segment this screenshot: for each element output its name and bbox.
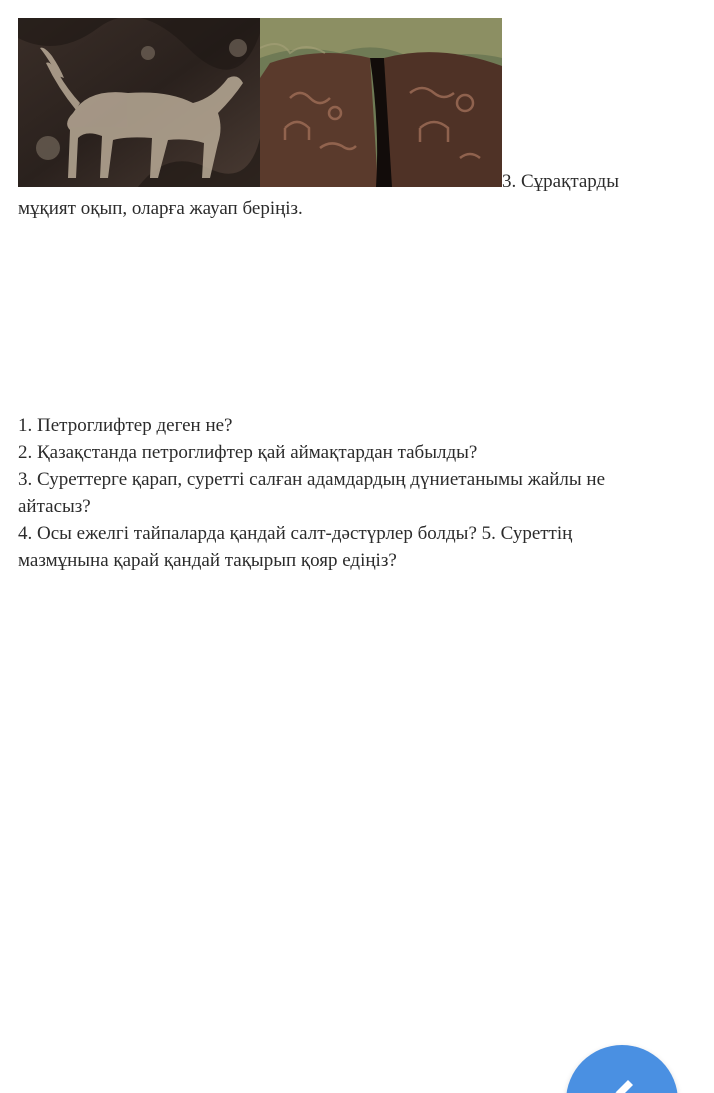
question-item: 2. Қазақстанда петроглифтер қай аймақтардан табылды? — [18, 442, 478, 463]
petroglyph-rock-image[interactable] — [260, 18, 502, 187]
pencil-icon — [608, 1075, 638, 1093]
question-list — [18, 412, 658, 574]
petroglyph-animal-image[interactable] — [18, 18, 260, 187]
petroglyph-images — [18, 18, 502, 187]
question-content — [18, 18, 658, 574]
question-item: 4. Осы ежелгі тайпаларда қандай салт-дәстүрлер болды? 5. Суреттің мазмұнына қарай қандай тақырып қояр едіңіз? — [18, 523, 573, 571]
write-answer-button[interactable] — [566, 1045, 678, 1093]
intro-text: 3. Сұрақтарды мұқият оқып, оларға жауап беріңіз. — [18, 171, 619, 219]
question-item: 1. Петроглифтер деген не? — [18, 415, 233, 436]
petroglyph-photo-icon — [260, 18, 502, 187]
petroglyph-photo-icon — [18, 18, 260, 187]
question-item: 3. Суреттерге қарап, суретті салған адамдардың дүниетанымы жайлы не айтасыз? — [18, 469, 606, 517]
intro-paragraph — [18, 18, 658, 222]
